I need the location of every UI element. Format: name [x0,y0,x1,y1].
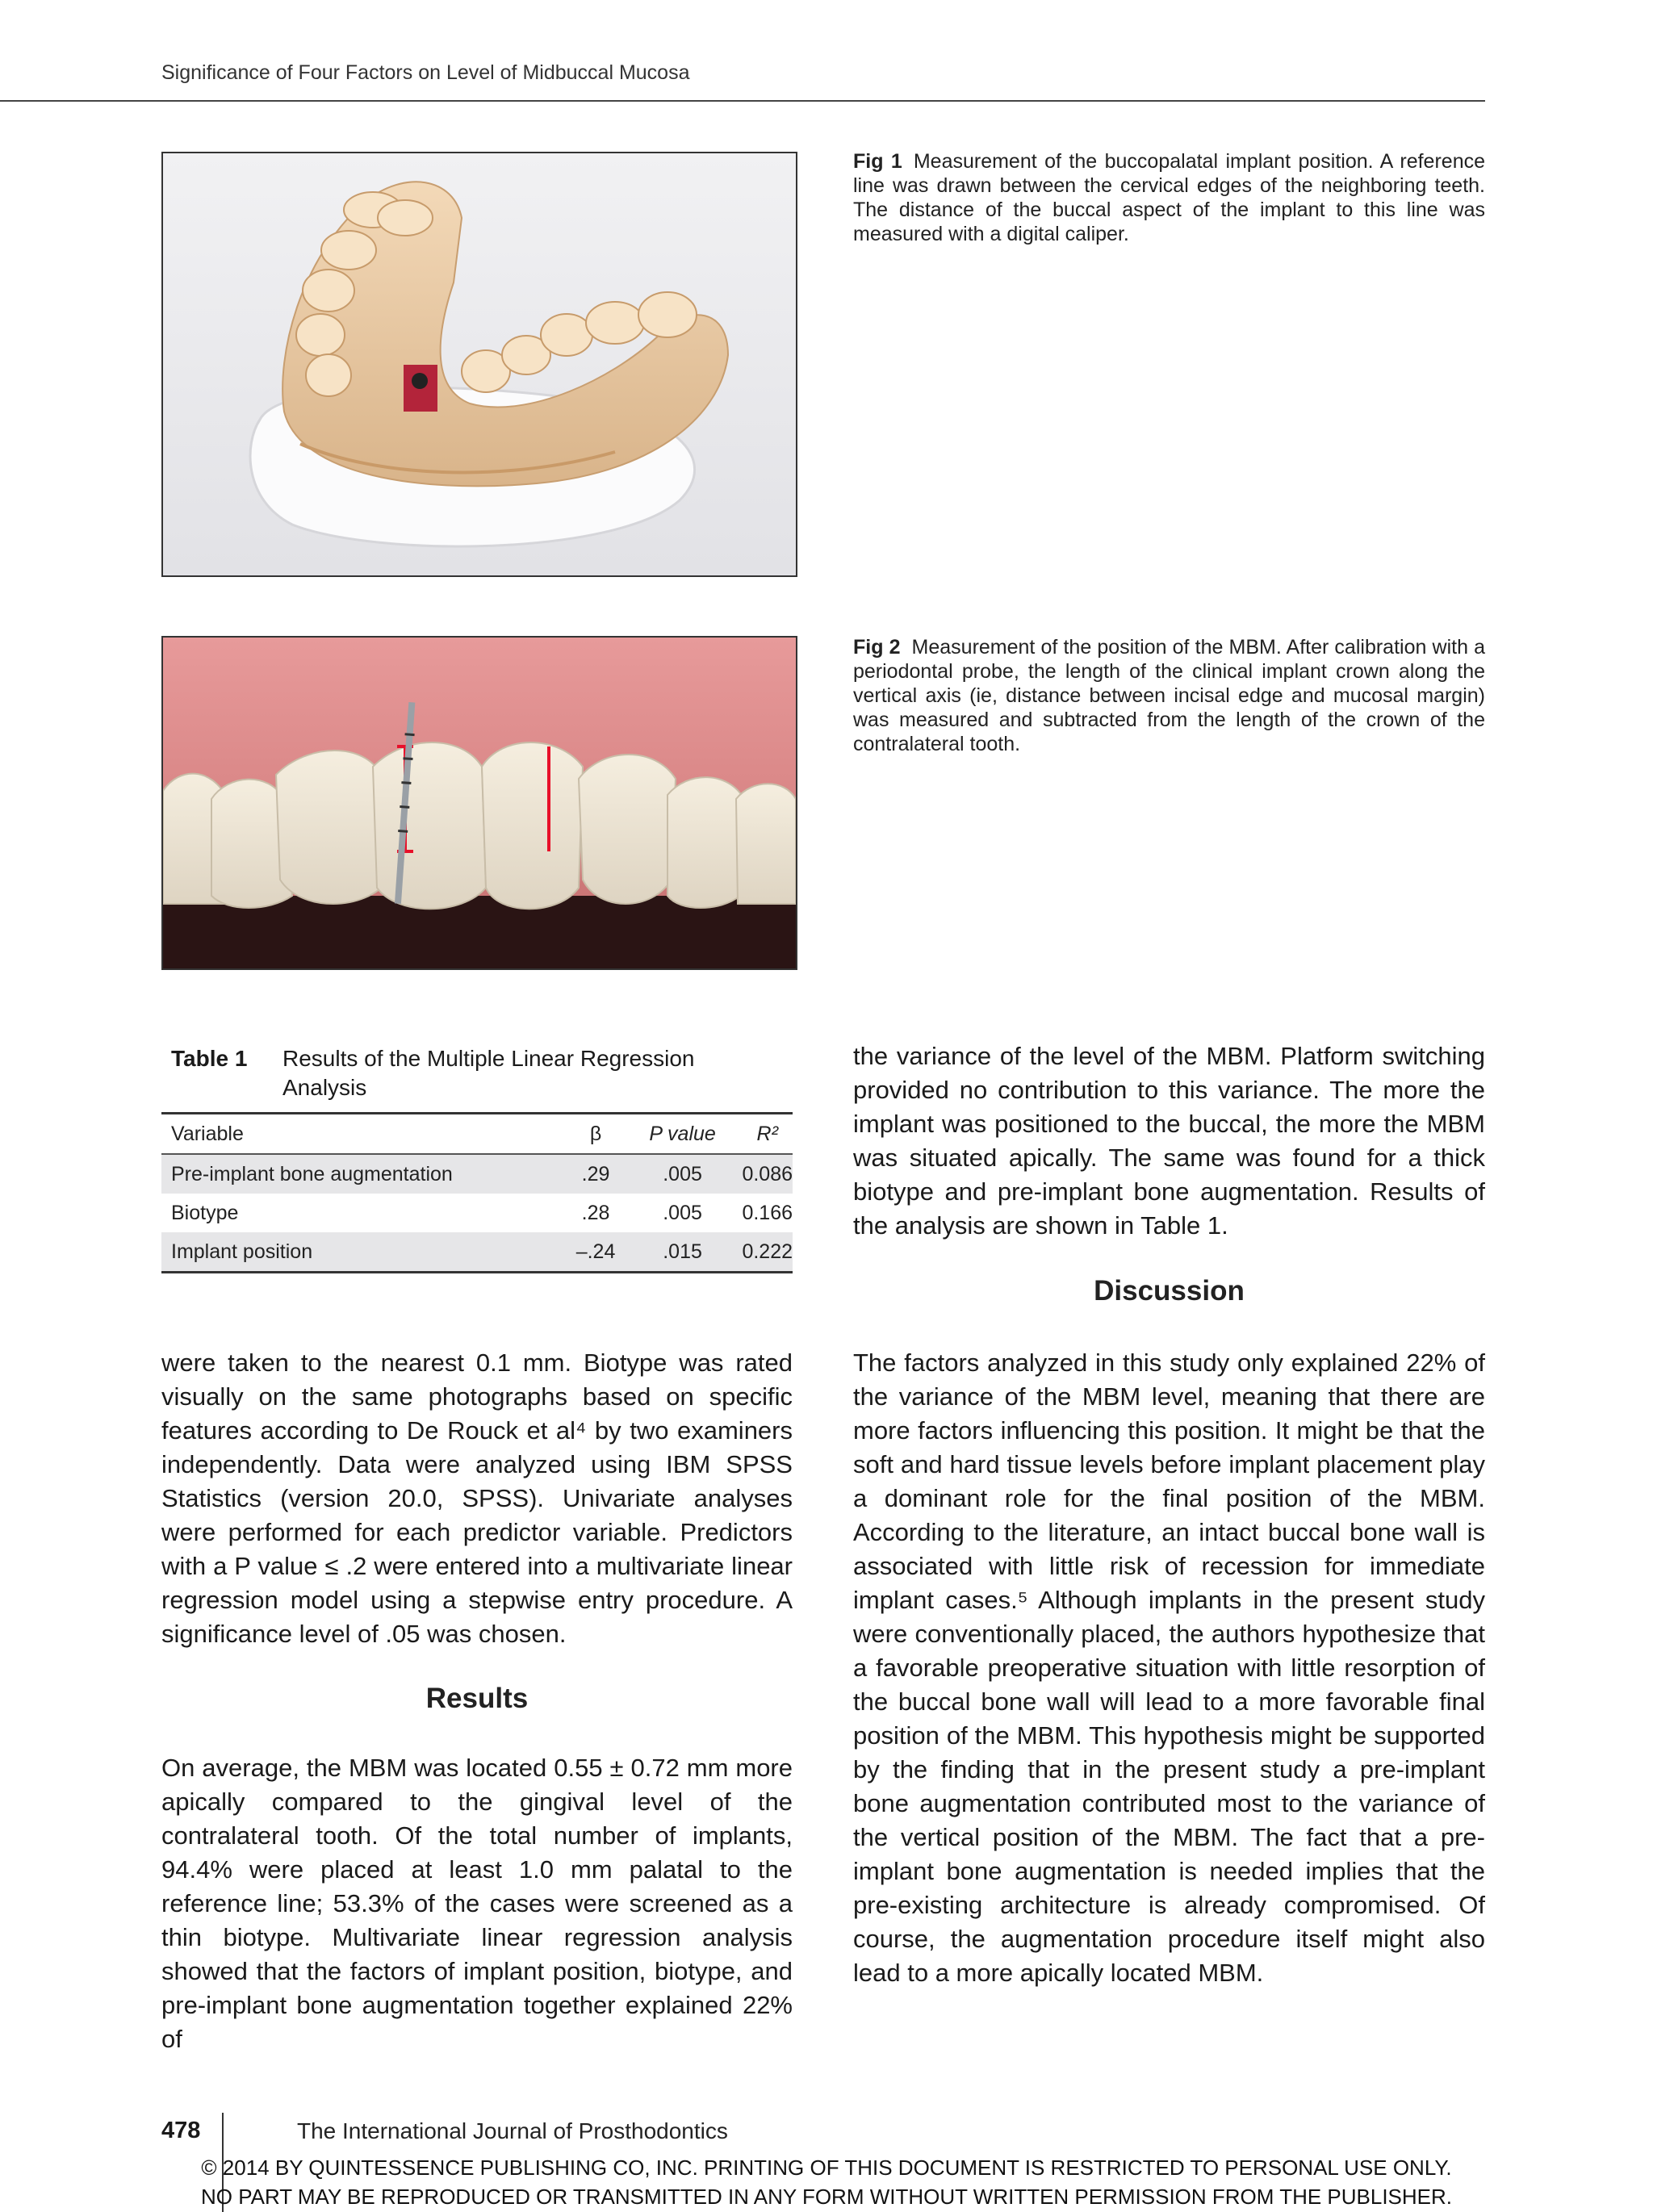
table-row [161,1232,793,1273]
figure-1-caption [853,149,1485,246]
table-1-title-text: Results of the Multiple Linear Regression Analysis [282,1046,695,1100]
table-1-title [171,1044,768,1102]
cell-r2: 0.166 [742,1201,793,1224]
results-paragraph [161,1751,793,2056]
cell-p: .005 [663,1162,702,1185]
figure-1-image [161,152,797,577]
journal-name: The International Journal of Prosthodontics [297,2118,728,2143]
dental-cast-illustration [163,153,796,575]
cell-variable: Implant position [171,1240,313,1263]
figure-2-image [161,636,797,970]
results-heading: Results [425,1683,529,1714]
paragraph-text: The factors analyzed in this study only explained 22% of the variance of the MBM level, meaning that there are more factors influencing this position. It might be that the soft and hard tissue levels before implant placement play a dominant role for the final position of the MBM. According to the literature, an intact buccal bone wall is associated with little risk of recession for immediate implant cases.⁵ Although implants in the present study were conventionally placed, the authors hypothesize that a favorable preoperative situation with little resorption of the buccal bone wall will lead to a more favorable final position of the MBM. This hypothesis might be supported by the finding that in the present study a pre-implant bone augmentation contributed most to the variance of the vertical position of the MBM. The fact that a pre-implant bone augmentation is needed implies that the pre-existing architecture is already compromised. Of course, the augmentation procedure itself might also lead to a more apically located MBM. [853,1349,1485,1987]
cell-beta: .29 [581,1162,610,1185]
cell-variable: Biotype [171,1201,239,1224]
table-header-row [161,1114,793,1155]
col-p-value: P value [649,1122,716,1145]
figure-2-label: Fig 2 [853,636,901,659]
running-head: Significance of Four Factors on Level of Midbuccal Mucosa [161,61,690,84]
methods-paragraph [161,1346,793,1651]
regression-table [161,1112,793,1273]
figure-1-label: Fig 1 [853,150,902,173]
copyright-notice [0,2153,1653,2211]
results-continuation-paragraph [853,1039,1485,1243]
cell-beta: –.24 [575,1240,616,1263]
paragraph-text: On average, the MBM was located 0.55 ± 0.72 mm more apically compared to the gingival level of the contralateral tooth. Of the total number of implants, 94.4% were placed at least 1.0 mm palatal to the reference line; 53.3% of the cases were screened as a thin biotype. Multivariate linear regression analysis showed that the factors of implant position, biotype, and pre-implant bone augmentation together explained 22% of [161,1754,793,2053]
copyright-line-1: © 2014 BY QUINTESSENCE PUBLISHING CO, INC. PRINTING OF THIS DOCUMENT IS RESTRICTED TO PERSONAL USE ONLY. [201,2156,1452,2180]
paragraph-text: the variance of the level of the MBM. Platform switching provided no contribution to this variance. The more the implant was positioned to the buccal, the more the MBM was situated apically. The same was found for a thick biotype and pre-implant bone augmentation. Results of the analysis are shown in Table 1. [853,1042,1485,1240]
col-r2: R² [756,1122,778,1145]
discussion-paragraph [853,1346,1485,1990]
cell-variable: Pre-implant bone augmentation [171,1162,453,1185]
cell-p: .005 [663,1201,702,1224]
col-beta: β [589,1122,602,1145]
table-row [161,1194,793,1232]
figure-2-caption-text: Measurement of the position of the MBM. After calibration with a periodontal probe, the length of the clinical implant crown along the vertical axis (ie, distance between incisal edge and mucosal margin) was measured and subtracted from the length of the crown of the contralateral tooth. [853,636,1486,755]
figure-2-caption [853,635,1485,756]
col-variable: Variable [171,1122,244,1145]
table-1-label: Table 1 [171,1046,248,1071]
copyright-line-2: NO PART MAY BE REPRODUCED OR TRANSMITTED IN ANY FORM WITHOUT WRITTEN PERMISSION FROM THE PUBLISHER. [200,2185,1453,2209]
cell-r2: 0.222 [742,1240,793,1263]
paragraph-text: were taken to the nearest 0.1 mm. Biotype was rated visually on the same photographs based on specific features according to De Rouck et al⁴ by two examiners independently. Data were analyzed using IBM SPSS Statistics (version 20.0, SPSS). Univariate analyses were performed for each predictor variable. Predictors with a P value ≤ .2 were entered into a multivariate linear regression model using a stepwise entry procedure. A significance level of .05 was chosen. [161,1349,793,1648]
discussion-heading: Discussion [1094,1275,1245,1307]
table-row [161,1154,793,1194]
cell-beta: .28 [581,1201,610,1224]
teeth-probe-illustration [163,638,796,968]
figure-1-caption-text: Measurement of the buccopalatal implant position. A reference line was drawn between the cervical edges of the neighboring teeth. The distance of the buccal aspect of the implant to this line was measured with a digital caliper. [853,150,1486,245]
header-rule [0,100,1485,102]
cell-r2: 0.086 [742,1162,793,1185]
cell-p: .015 [663,1240,702,1263]
page-number: 478 [161,2118,201,2143]
